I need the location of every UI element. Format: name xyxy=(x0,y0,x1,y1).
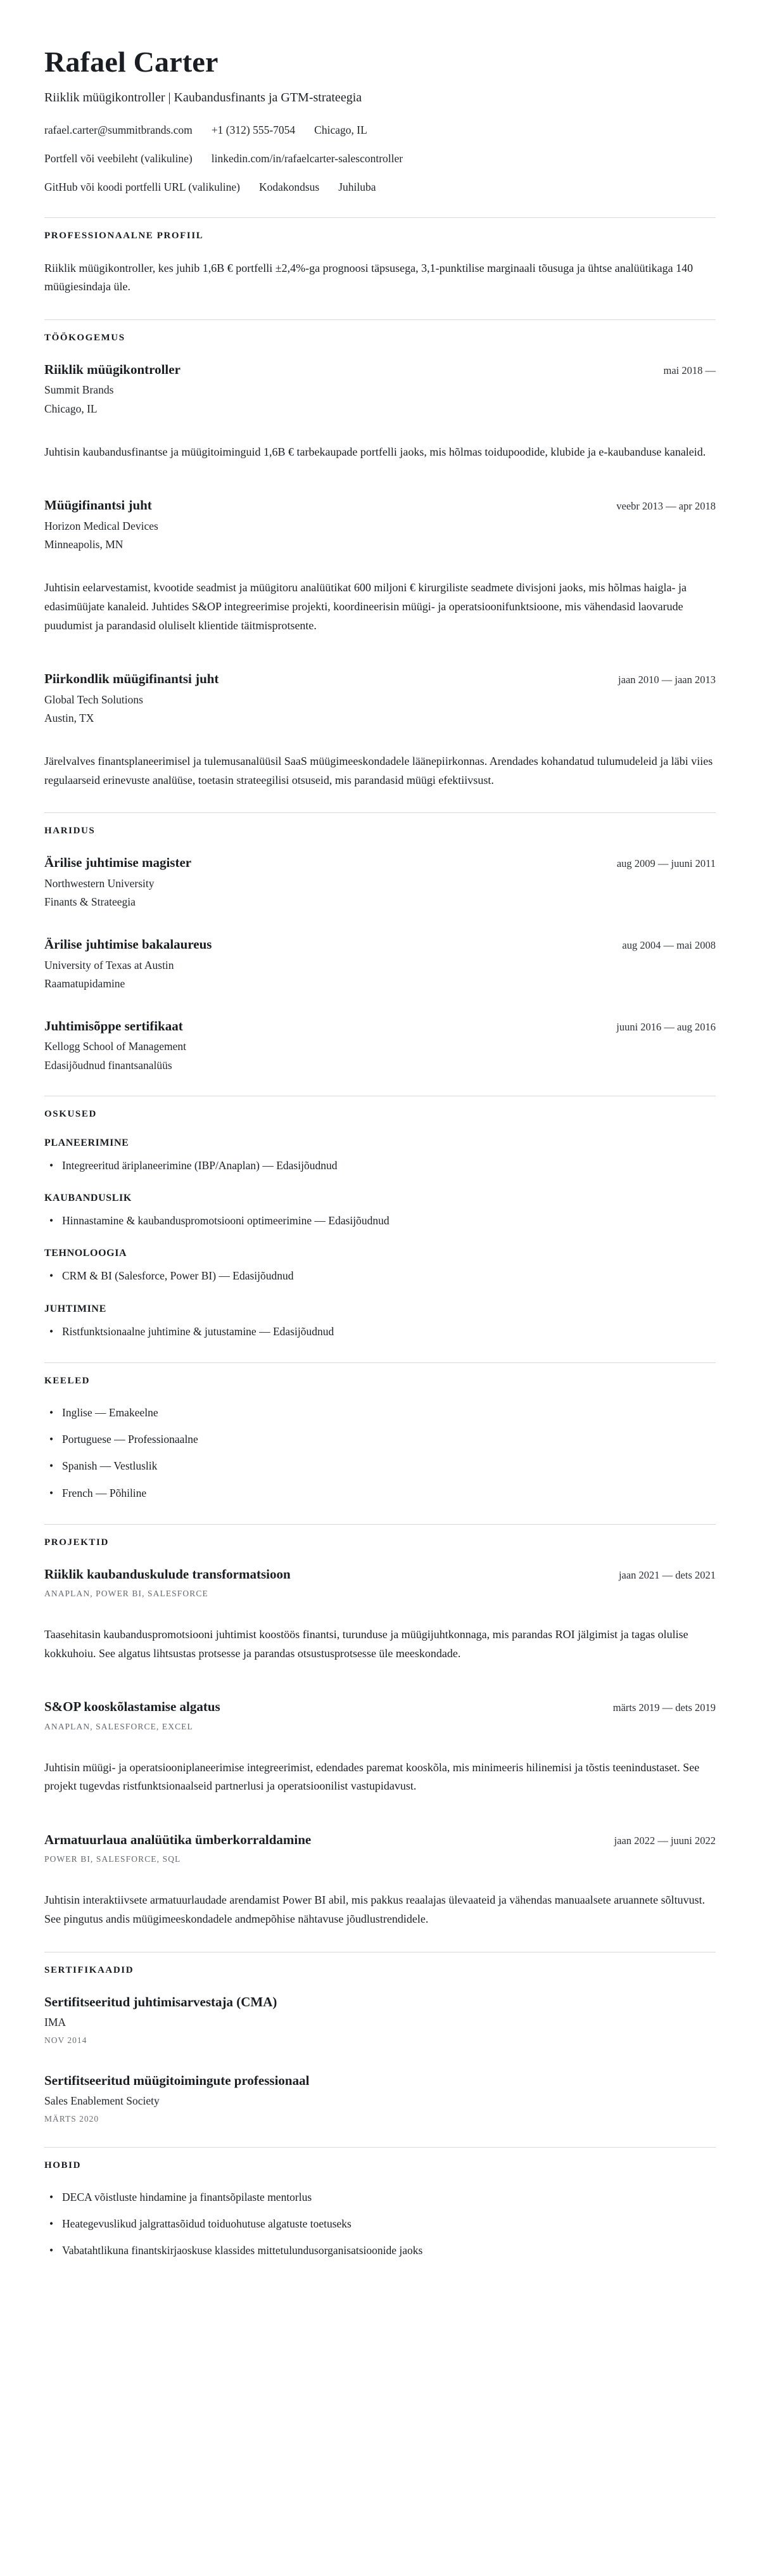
education-entry-head xyxy=(44,1018,716,1035)
degree-dates: aug 2004 — mai 2008 xyxy=(622,939,716,952)
contact-row-1 xyxy=(44,124,716,138)
project-dates: märts 2019 — dets 2019 xyxy=(612,1701,716,1714)
job-location: Chicago, IL xyxy=(44,402,98,415)
job-title: Müügifinantsi juht xyxy=(44,497,152,513)
project-description: Juhtisin interaktiivsete armatuurlaudade arendamist Power BI abil, mis pakkus reaalajas ülevaateid ja vähendas manuaalsete aruannete sõltuvust. See pingutus andis müügimeeskondadele andmepõhise nähtavuse jõudlustrendidele. xyxy=(44,1894,706,1926)
language-list xyxy=(44,1404,716,1501)
section-certifications xyxy=(44,1952,716,2124)
job-company: Summit Brands xyxy=(44,383,114,397)
education-entry xyxy=(44,936,716,991)
contact-row-3 xyxy=(44,181,716,195)
language-item: • Spanish — Vestluslik xyxy=(44,1458,716,1474)
certification-entry xyxy=(44,1994,716,2046)
certification-issuer: IMA xyxy=(44,2016,66,2029)
phone-text: +1 (312) 555-7054 xyxy=(211,123,296,136)
resume-header xyxy=(44,46,716,195)
project-entry xyxy=(44,1698,716,1796)
language-item: • Inglise — Emakeelne xyxy=(44,1404,716,1421)
citizenship-text: Kodakondsus xyxy=(258,180,320,193)
section-skills xyxy=(44,1096,716,1340)
contact-row-2 xyxy=(44,152,716,166)
job-description: Juhtisin kaubandusfinantse ja müügitoiminguid 1,6B € tarbekaupade portfelli jaoks, mis hõlmas toidupoodide, klubide ja e-kaubanduse kanaleid. xyxy=(44,445,706,458)
job-location: Austin, TX xyxy=(44,712,94,725)
experience-entry xyxy=(44,361,716,461)
education-entry-head xyxy=(44,936,716,953)
education-entry-head xyxy=(44,854,716,871)
experience-entry xyxy=(44,670,716,790)
hobby-item: • Vabatahtlikuna finantskirjaoskuse klassides mittetulundusorganisatsioonide jaoks xyxy=(44,2242,716,2259)
project-entry-head xyxy=(44,1566,716,1583)
skill-item: • Ristfunktsionaalne juhtimine & jutustamine — Edasijõudnud xyxy=(44,1323,716,1340)
project-tools: ANAPLAN, POWER BI, SALESFORCE xyxy=(44,1589,208,1599)
school-name: University of Texas at Austin xyxy=(44,958,174,971)
degree-title: Ärilise juhtimise magister xyxy=(44,855,192,871)
experience-heading: TÖÖKOGEMUS xyxy=(44,332,125,343)
hobby-item: • Heategevuslikud jalgrattasõidud toiduohutuse algatuste toetuseks xyxy=(44,2215,716,2232)
skill-group xyxy=(44,1248,716,1284)
project-tools: POWER BI, SALESFORCE, SQL xyxy=(44,1854,181,1864)
project-title: Riiklik kaubanduskulude transformatsioon xyxy=(44,1566,291,1582)
degree-title: Ärilise juhtimise bakalaureus xyxy=(44,937,212,952)
profile-text: Riiklik müügikontroller, kes juhib 1,6B € portfelli ±2,4%-ga prognoosi täpsusega, 3,1-punktilise marginaali tõusuga ja ühtse analüütikaga 140 müügiesindaja üle. xyxy=(44,261,694,293)
education-entry xyxy=(44,854,716,909)
certification-date: NOV 2014 xyxy=(44,2035,87,2045)
job-dates: mai 2018 — xyxy=(663,364,716,376)
project-entry xyxy=(44,1831,716,1929)
languages-heading: KEELED xyxy=(44,1375,91,1386)
hobby-list xyxy=(44,2189,716,2259)
job-dates: jaan 2010 — jaan 2013 xyxy=(618,674,716,686)
hobbies-heading: HOBID xyxy=(44,2160,82,2170)
skill-category: KAUBANDUSLIK xyxy=(44,1193,132,1204)
hobby-item: • DECA võistluste hindamine ja finantsõpilaste mentorlus xyxy=(44,2189,716,2205)
location-text: Chicago, IL xyxy=(314,123,367,136)
job-location: Minneapolis, MN xyxy=(44,538,124,551)
skill-group xyxy=(44,1304,716,1340)
job-company: Global Tech Solutions xyxy=(44,693,143,706)
field-of-study: Edasijõudnud finantsanalüüs xyxy=(44,1059,172,1072)
education-entry xyxy=(44,1018,716,1073)
school-name: Kellogg School of Management xyxy=(44,1040,187,1053)
skill-category: JUHTIMINE xyxy=(44,1303,106,1314)
certifications-heading: SERTIFIKAADID xyxy=(44,1964,134,1975)
certification-title: Sertifitseeritud müügitoimingute professionaal xyxy=(44,2072,310,2088)
certification-issuer: Sales Enablement Society xyxy=(44,2094,160,2108)
project-dates: jaan 2022 — juuni 2022 xyxy=(614,1835,716,1847)
certification-date: MÄRTS 2020 xyxy=(44,2113,99,2124)
project-entry xyxy=(44,1566,716,1663)
job-title: Riiklik müügikontroller xyxy=(44,361,180,377)
degree-title: Juhtimisõppe sertifikaat xyxy=(44,1018,183,1034)
job-dates: veebr 2013 — apr 2018 xyxy=(616,500,716,513)
driving-license-text: Juhiluba xyxy=(338,180,376,193)
section-profile xyxy=(44,217,716,297)
skill-item: • Hinnastamine & kaubanduspromotsiooni optimeerimine — Edasijõudnud xyxy=(44,1212,716,1229)
linkedin-text: linkedin.com/in/rafaelcarter-salescontroller xyxy=(211,151,403,165)
experience-entry-head xyxy=(44,670,716,688)
experience-entry xyxy=(44,497,716,635)
candidate-title: Riiklik müügikontroller | Kaubandusfinants ja GTM-strateegia xyxy=(44,90,362,105)
skill-list xyxy=(44,1267,716,1284)
projects-heading: PROJEKTID xyxy=(44,1537,109,1548)
github-text: GitHub või koodi portfelli URL (valikuline) xyxy=(44,180,240,193)
skill-list xyxy=(44,1212,716,1229)
degree-dates: juuni 2016 — aug 2016 xyxy=(616,1021,716,1033)
field-of-study: Finants & Strateegia xyxy=(44,895,136,909)
job-description: Järelvalves finantsplaneerimisel ja tulemusanalüüsil SaaS müügimeeskondadele läänepiirkonnas. Arendades kohandatud tulumudeleid ja läbi viies regulaarseid erinevuste analüüse, toetasin strateegilisi otsuseid, mis parandasid müügi efektiivsust. xyxy=(44,755,713,786)
section-experience xyxy=(44,319,716,790)
skill-category: TEHNOLOOGIA xyxy=(44,1248,127,1259)
field-of-study: Raamatupidamine xyxy=(44,977,125,990)
project-entry-head xyxy=(44,1698,716,1715)
profile-heading: PROFESSIONAALNE PROFIIL xyxy=(44,230,204,241)
skill-group xyxy=(44,1193,716,1229)
language-item: • Portuguese — Professionaalne xyxy=(44,1431,716,1447)
section-hobbies xyxy=(44,2147,716,2259)
skill-list xyxy=(44,1323,716,1340)
skill-item: • CRM & BI (Salesforce, Power BI) — Edasijõudnud xyxy=(44,1267,716,1284)
project-title: Armatuurlaua analüütika ümberkorraldamine xyxy=(44,1832,312,1848)
email-text: rafael.carter@summitbrands.com xyxy=(44,123,193,136)
certification-title: Sertifitseeritud juhtimisarvestaja (CMA) xyxy=(44,1994,277,2009)
section-languages xyxy=(44,1362,716,1501)
school-name: Northwestern University xyxy=(44,876,155,890)
skill-item: • Integreeritud äriplaneerimine (IBP/Anaplan) — Edasijõudnud xyxy=(44,1157,716,1174)
certification-entry xyxy=(44,2072,716,2124)
skill-category: PLANEERIMINE xyxy=(44,1137,129,1148)
project-entry-head xyxy=(44,1831,716,1849)
skill-list xyxy=(44,1157,716,1174)
portfolio-text: Portfell või veebileht (valikuline) xyxy=(44,151,193,165)
section-projects xyxy=(44,1524,716,1929)
skills-heading: OSKUSED xyxy=(44,1108,97,1119)
job-title: Piirkondlik müügifinantsi juht xyxy=(44,671,219,687)
candidate-name: Rafael Carter xyxy=(44,46,218,78)
job-company: Horizon Medical Devices xyxy=(44,519,158,532)
experience-entry-head xyxy=(44,497,716,514)
project-tools: ANAPLAN, SALESFORCE, EXCEL xyxy=(44,1721,193,1731)
language-item: • French — Põhiline xyxy=(44,1485,716,1501)
project-description: Taasehitasin kaubanduspromotsiooni juhtimist koostöös finantsi, turunduse ja müügijuhtkonnaga, mis parandas ROI jälgimist ja tagas olulise kokkuhoiu. See algatus lihtsustas protsesse ja parandas otsustusprotsesse üle meeskondade. xyxy=(44,1628,688,1660)
degree-dates: aug 2009 — juuni 2011 xyxy=(616,857,716,870)
project-dates: jaan 2021 — dets 2021 xyxy=(618,1568,716,1581)
education-heading: HARIDUS xyxy=(44,826,96,836)
skill-group xyxy=(44,1137,716,1174)
project-description: Juhtisin müügi- ja operatsiooniplaneerimise integreerimist, edendades paremat kooskõla, mis minimeeris hilinemisi ja tõstis teenindustaset. See projekt tugevdas ristfunktsionaalseid partnerlusi ja operatsioonilist vastupidavust. xyxy=(44,1760,700,1793)
job-description: Juhtisin eelarvestamist, kvootide seadmist ja müügitoru analüütikat 600 miljoni € kirurgiliste seadmete divisjoni jaoks, mis hõlmas haigla- ja edasimüüjate kanaleid. Juhtides S&OP integreerimise projekti, koordineerisin müügi- ja operatsioonifunktsioone, mis vähendasid laovarude puudumist ja parandasid oluliselt klientide täitmisprotsente. xyxy=(44,581,687,632)
section-education xyxy=(44,812,716,1072)
project-title: S&OP kooskõlastamise algatus xyxy=(44,1699,220,1715)
experience-entry-head xyxy=(44,361,716,378)
